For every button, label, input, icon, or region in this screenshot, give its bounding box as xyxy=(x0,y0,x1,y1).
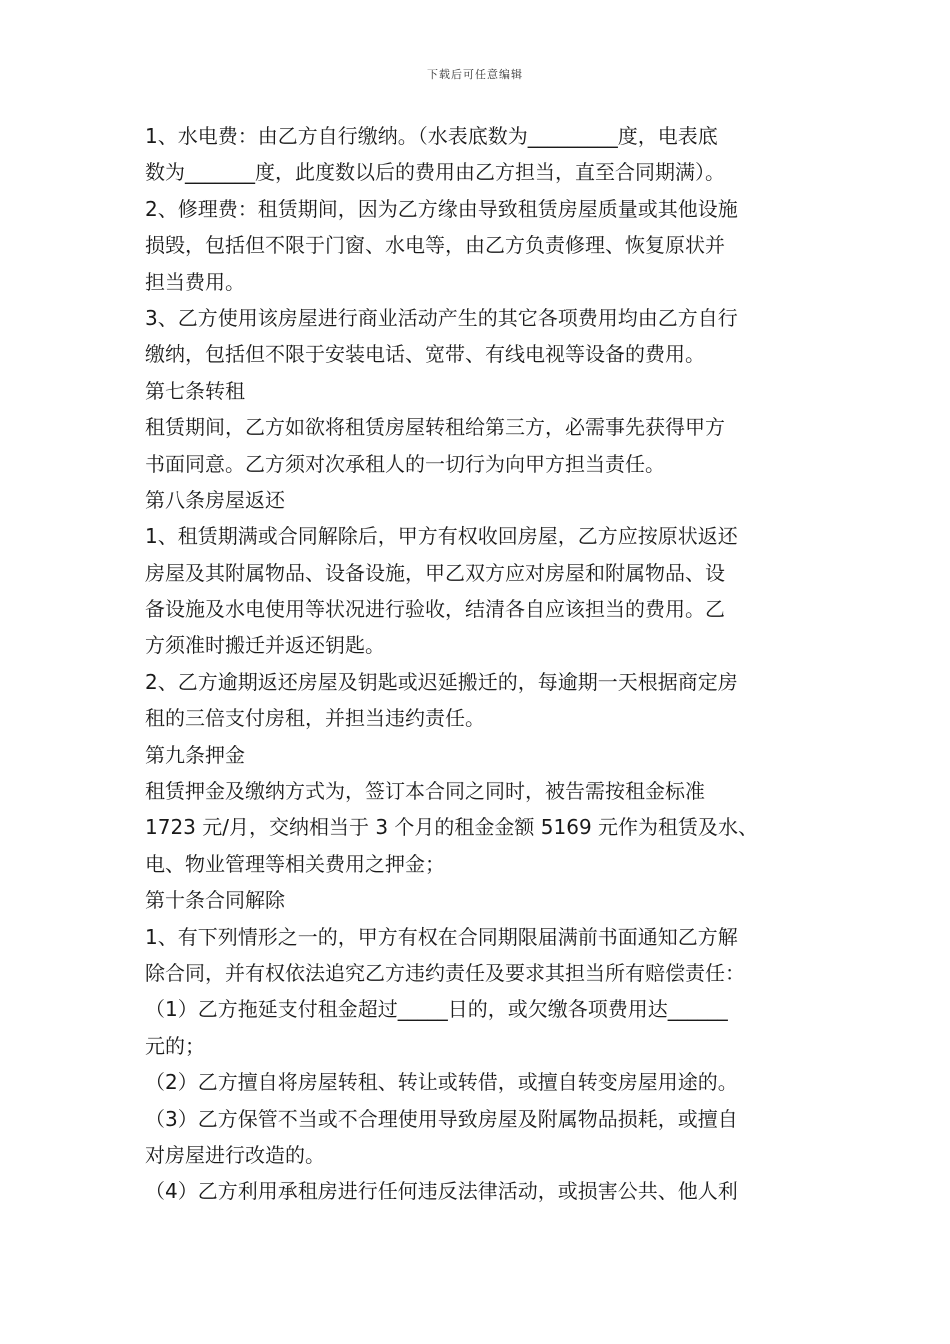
text-line: 租赁期间，乙方如欲将租赁房屋转租给第三方，必需事先获得甲方 xyxy=(145,415,725,440)
text-line: 租赁押金及缴纳方式为，签订本合同之同时，被告需按租金标准 xyxy=(145,779,705,804)
text-line: 1、租赁期满或合同解除后，甲方有权收回房屋，乙方应按原状返还 xyxy=(145,524,738,549)
text-line: 3、乙方使用该房屋进行商业活动产生的其它各项费用均由乙方自行 xyxy=(145,305,738,330)
text-line: 缴纳，包括但不限于安装电话、宽带、有线电视等设备的费用。 xyxy=(145,342,705,367)
text-line: 2、乙方逾期返还房屋及钥匙或迟延搬迁的，每逾期一天根据商定房 xyxy=(145,669,738,694)
text-line: 电、物业管理等相关费用之押金； xyxy=(145,851,445,876)
document-body xyxy=(145,118,810,1210)
section-heading: 第七条转租 xyxy=(145,378,245,403)
section-heading: 第九条押金 xyxy=(145,742,245,767)
text-line: 书面同意。乙方须对次承租人的一切行为向甲方担当责任。 xyxy=(145,451,665,476)
text-line: （2）乙方擅自将房屋转租、转让或转借，或擅自转变房屋用途的。 xyxy=(145,1070,738,1095)
text-line: 备设施及水电使用等状况进行验收，结清各自应该担当的费用。乙 xyxy=(145,597,725,622)
text-line: 元的； xyxy=(145,1033,205,1058)
text-line: （3）乙方保管不当或不合理使用导致房屋及附属物品损耗，或擅自 xyxy=(145,1106,738,1131)
text-line: 房屋及其附属物品、设备设施，甲乙双方应对房屋和附属物品、设 xyxy=(145,560,725,585)
section-heading: 第八条房屋返还 xyxy=(145,487,285,512)
text-line: 租的三倍支付房租，并担当违约责任。 xyxy=(145,706,485,731)
section-heading: 第十条合同解除 xyxy=(145,888,285,913)
text-line: （1）乙方拖延支付租金超过_____日的，或欠缴各项费用达______ xyxy=(145,997,728,1022)
text-line: 2、修理费：租赁期间，因为乙方缘由导致租赁房屋质量或其他设施 xyxy=(145,196,738,221)
page-header: 下载后可任意编辑 xyxy=(427,68,523,81)
text-line: 对房屋进行改造的。 xyxy=(145,1142,325,1167)
text-line: 方须准时搬迁并返还钥匙。 xyxy=(145,633,385,658)
text-line: 数为_______度，此度数以后的费用由乙方担当，直至合同期满）。 xyxy=(145,160,725,185)
text-line: 1、水电费：由乙方自行缴纳。（水表底数为_________度，电表底 xyxy=(145,124,718,148)
text-line: 担当费用。 xyxy=(145,269,245,294)
text-line: 1、有下列情形之一的，甲方有权在合同期限届满前书面通知乙方解 xyxy=(145,924,738,949)
text-line: （4）乙方利用承租房进行任何违反法律活动，或损害公共、他人利 xyxy=(145,1179,738,1204)
text-line: 除合同，并有权依法追究乙方违约责任及要求其担当所有赔偿责任： xyxy=(145,960,745,985)
text-line: 损毁，包括但不限于门窗、水电等，由乙方负责修理、恢复原状并 xyxy=(145,233,725,258)
text-line: 1723 元/月，交纳相当于 3 个月的租金金额 5169 元作为租赁及水、 xyxy=(145,815,759,840)
